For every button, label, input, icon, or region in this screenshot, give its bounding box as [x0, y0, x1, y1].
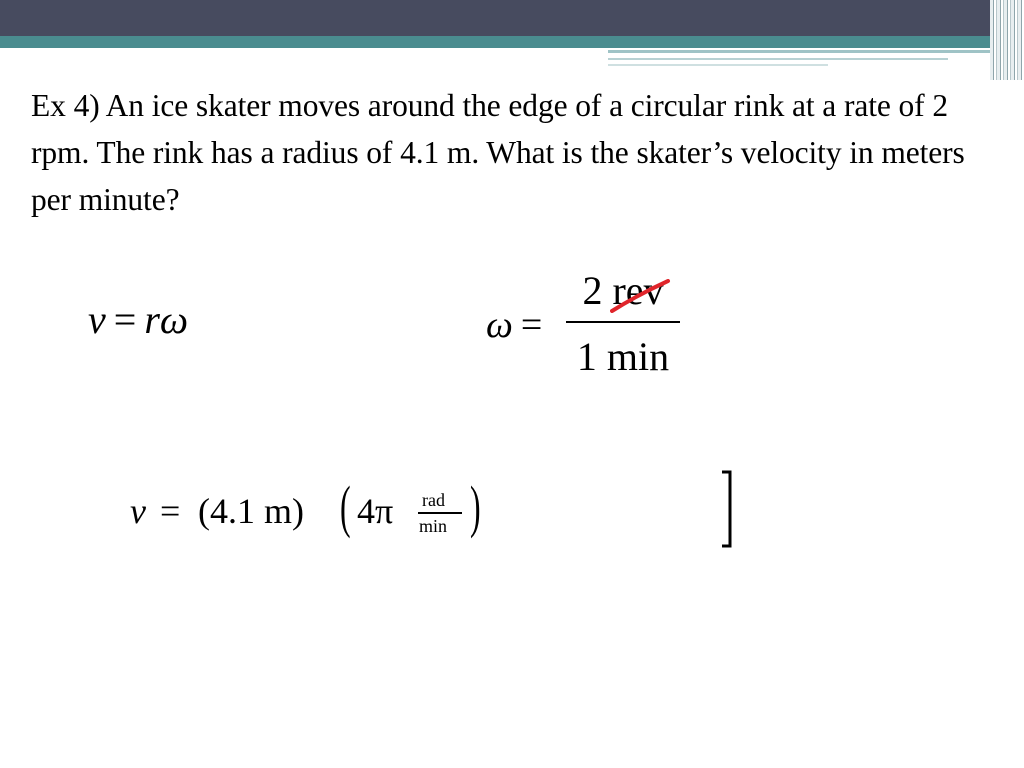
angular-coefficient: 4π: [357, 491, 394, 531]
open-parenthesis: (: [340, 474, 351, 539]
variable-v: v: [88, 297, 106, 342]
radius-value: (4.1 m): [198, 491, 304, 531]
header-accent-line: [608, 50, 998, 53]
equation-substitution: [130, 474, 510, 550]
variable-omega: ω: [486, 304, 513, 346]
fraction-numerator: 2 rev: [582, 268, 664, 313]
equals-sign: =: [160, 491, 181, 531]
unit-denominator: min: [419, 516, 448, 536]
equation-velocity-formula: [88, 296, 188, 344]
variable-v: v: [130, 491, 146, 531]
problem-text: Ex 4) An ice skater moves around the edge of a circular rink at a rate of 2 rpm. The rink has a radius of 4.1 m. What is the skater’s velocity in meters per minute?: [31, 88, 965, 217]
slide-header-teal-band: [0, 36, 1024, 48]
fraction-denominator: 1 min: [576, 334, 670, 379]
header-accent-line: [608, 58, 948, 60]
corner-decoration: [990, 0, 1024, 80]
equals-sign: =: [520, 304, 543, 346]
slide-header-dark-band: [0, 0, 1024, 36]
right-bracket: [720, 470, 734, 548]
fraction-bar: [566, 321, 680, 323]
equation-lhs: [486, 301, 550, 349]
variable-omega: ω: [159, 297, 189, 342]
variable-r: r: [144, 297, 160, 342]
red-strikethrough-mark: [610, 279, 672, 313]
header-accent-line: [608, 64, 828, 66]
equals-sign: =: [113, 297, 137, 342]
unit-numerator: rad: [422, 490, 445, 510]
unit-fraction-bar: [418, 512, 462, 514]
close-parenthesis: ): [470, 474, 481, 539]
